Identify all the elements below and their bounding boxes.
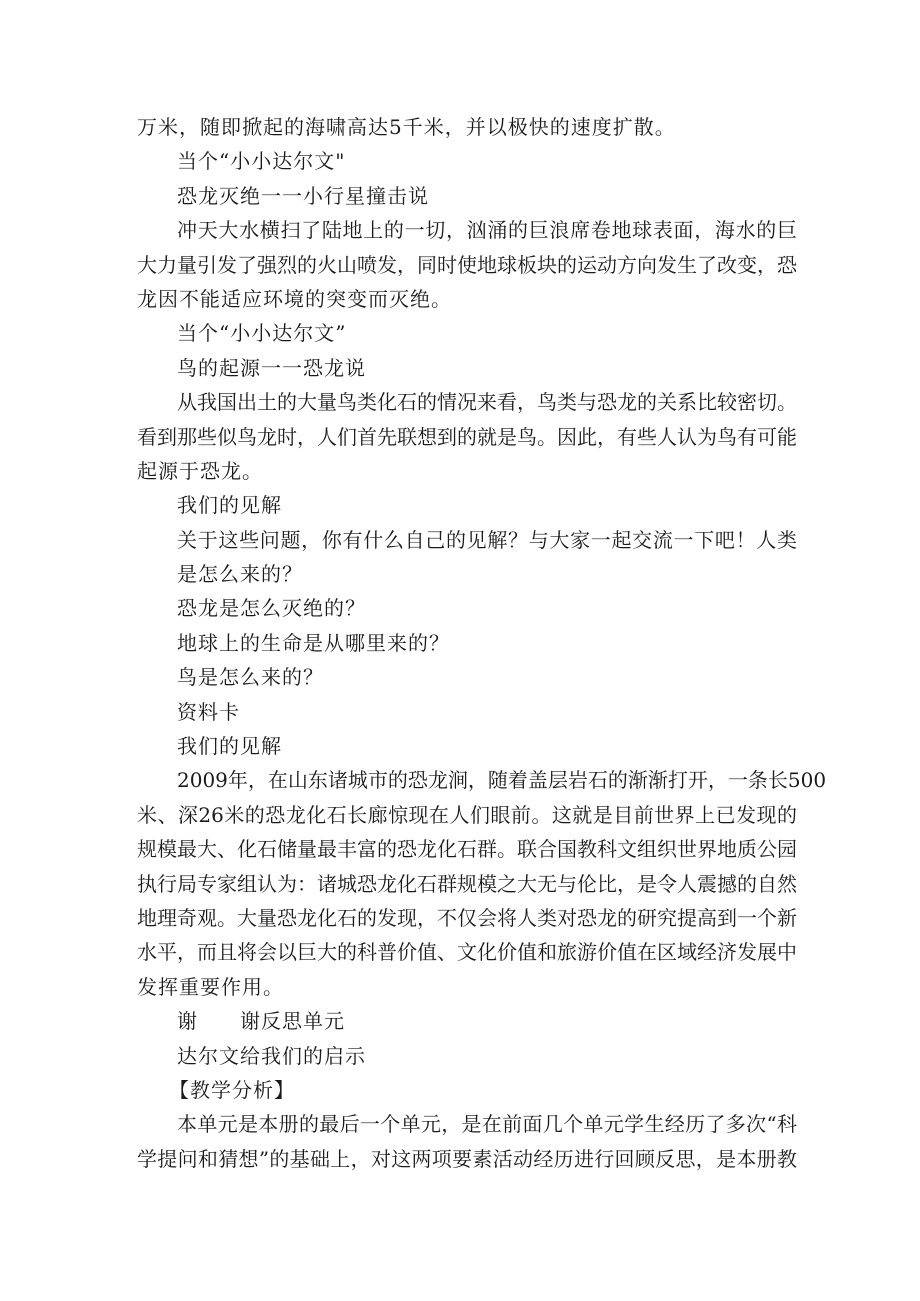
- section-heading: 【教学分析】: [169, 1077, 295, 1102]
- paragraph-line: 2009年，在山东诸城市的恐龙涧，随着盖层岩石的渐渐打开，一条长500: [177, 768, 827, 793]
- paragraph-line: 冲天大水横扫了陆地上的一切，汹涌的巨浪席卷地球表面，海水的巨: [177, 218, 797, 243]
- paragraph-line: 学提问和猜想”的基础上，对这两项要素活动经历进行回顾反思，是本册教: [137, 1146, 797, 1171]
- paragraph-line: 地理奇观。大量恐龙化石的发现，不仅会将人类对恐龙的研究提高到一个新: [137, 905, 797, 930]
- section-heading: 谢 谢反思单元: [177, 1009, 345, 1034]
- paragraph-line: 发挥重要作用。: [137, 974, 284, 999]
- question-line: 鸟是怎么来的？: [177, 665, 324, 690]
- question-line: 地球上的生命是从哪里来的？: [177, 630, 450, 655]
- document-body: [137, 110, 827, 1176]
- paragraph-line: 看到那些似鸟龙时，人们首先联想到的就是鸟。因此，有些人认为鸟有可能: [137, 424, 797, 449]
- section-heading: 当个“小小达尔文”: [177, 321, 347, 346]
- paragraph-line: 关于这些问题，你有什么自己的见解？与大家一起交流一下吧！人类: [177, 527, 797, 552]
- paragraph-line: 本单元是本册的最后一个单元，是在前面几个单元学生经历了多次“科: [177, 1112, 797, 1137]
- paragraph-line: 龙因不能适应环境的突变而灭绝。: [137, 286, 452, 311]
- section-heading: 鸟的起源一一恐龙说: [177, 355, 366, 380]
- paragraph-line: 大力量引发了强烈的火山喷发，同时使地球板块的运动方向发生了改变，恐: [137, 252, 797, 277]
- paragraph-line: 规模最大、化石储量最丰富的恐龙化石群。联合国教科文组织世界地质公园: [137, 837, 797, 862]
- question-line: 是怎么来的？: [177, 562, 303, 587]
- paragraph-line: 从我国出土的大量鸟类化石的情况来看，鸟类与恐龙的关系比较密切。: [177, 390, 797, 415]
- section-heading: 达尔文给我们的启示: [177, 1043, 366, 1068]
- paragraph-line: 米、深26米的恐龙化石长廊惊现在人们眼前。这就是目前世界上已发现的: [137, 802, 797, 827]
- section-heading: 恐龙灭绝一一小行星撞击说: [177, 183, 429, 208]
- question-line: 恐龙是怎么灭绝的？: [177, 596, 366, 621]
- section-heading: 当个“小小达尔文": [177, 149, 346, 174]
- paragraph-line: 执行局专家组认为：诸城恐龙化石群规模之大无与伦比，是令人震撼的自然: [137, 871, 797, 896]
- section-heading: 资料卡: [177, 699, 240, 724]
- section-heading: 我们的见解: [177, 493, 282, 518]
- section-heading: 我们的见解: [177, 734, 282, 759]
- paragraph-line: 水平，而且将会以巨大的科普价值、文化价值和旅游价值在区域经济发展中: [137, 940, 797, 965]
- paragraph-line: 起源于恐龙。: [137, 458, 263, 483]
- paragraph-line: 万米，随即掀起的海啸高达5千米，并以极快的速度扩散。: [137, 115, 676, 139]
